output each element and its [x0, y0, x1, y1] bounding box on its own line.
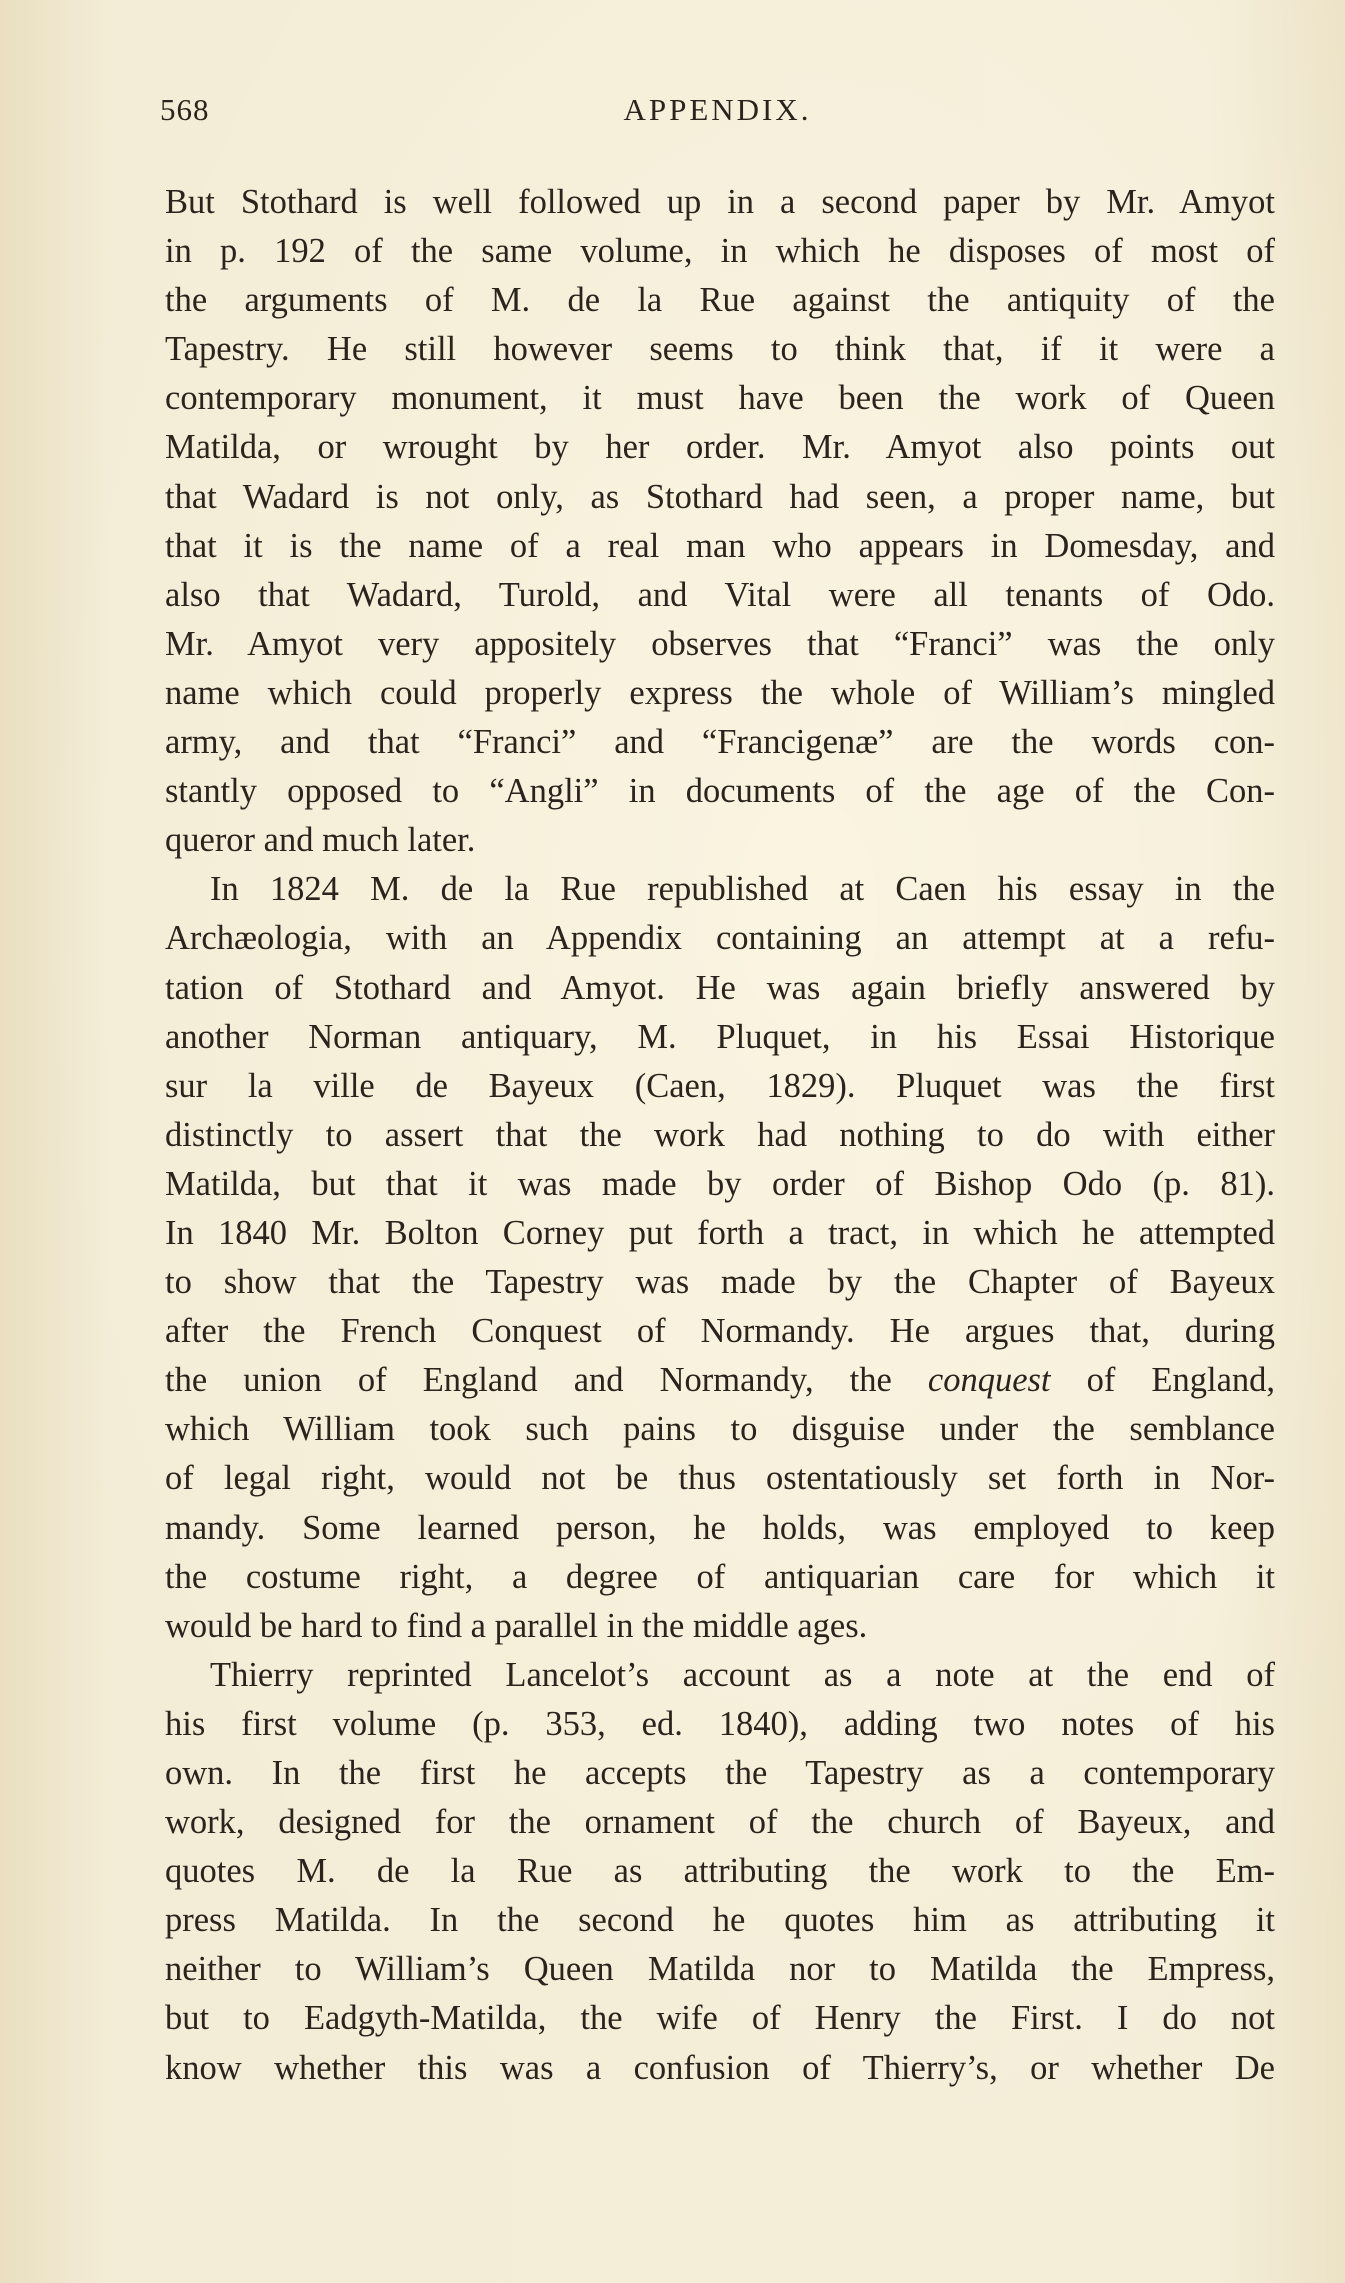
text-line: Matilda, or wrought by her order. Mr. Amyot also points out [165, 428, 1275, 467]
paragraph [165, 178, 1275, 865]
text-line: the arguments of M. de la Rue against the antiquity of the [165, 281, 1275, 320]
text-line: In 1840 Mr. Bolton Corney put forth a tract, in which he attempted [165, 1213, 1275, 1252]
text-line: distinctly to assert that the work had nothing to do with either [165, 1115, 1275, 1154]
text-line: which William took such pains to disguise under the semblance [165, 1410, 1275, 1449]
text-line: queror and much later. [165, 821, 476, 860]
text-segment: of England, [1086, 1361, 1276, 1400]
text-line: mandy. Some learned person, he holds, was employed to keep [165, 1508, 1275, 1547]
text-line: of legal right, would not be thus ostentatiously set forth in Nor- [165, 1459, 1275, 1498]
text-line: to show that the Tapestry was made by the Chapter of Bayeux [165, 1263, 1275, 1302]
text-line: but to Eadgyth-Matilda, the wife of Henry the First. I do not [165, 1999, 1275, 2038]
paragraph [165, 865, 1275, 1651]
text-line: also that Wadard, Turold, and Vital were all tenants of Odo. [165, 575, 1275, 614]
page-number: 568 [160, 92, 210, 127]
text-line: Matilda, but that it was made by order of Bishop Odo (p. 81). [165, 1164, 1275, 1203]
text-segment: the union of England and Normandy, the [165, 1361, 892, 1400]
text-line: But Stothard is well followed up in a second paper by Mr. Amyot [165, 183, 1275, 221]
running-head [160, 92, 1275, 142]
text-line: know whether this was a confusion of Thierry’s, or whether De [165, 2048, 1275, 2087]
text-line: after the French Conquest of Normandy. He argues that, during [165, 1312, 1275, 1351]
text-line [165, 1356, 1275, 1405]
text-line: name which could properly express the whole of William’s mingled [165, 673, 1275, 712]
body-text [165, 178, 1275, 2093]
text-line: stantly opposed to “Angli” in documents of the age of the Con- [165, 772, 1275, 811]
text-line: press Matilda. In the second he quotes him as attributing it [165, 1901, 1275, 1940]
text-line: would be hard to find a parallel in the middle ages. [165, 1606, 868, 1645]
text-line: quotes M. de la Rue as attributing the work to the Em- [165, 1852, 1275, 1891]
text-line: In 1824 M. de la Rue republished at Caen his essay in the [210, 870, 1275, 909]
text-line: army, and that “Franci” and “Francigenæ” are the words con- [165, 723, 1275, 762]
italic-text: conquest [927, 1361, 1051, 1400]
text-line: that it is the name of a real man who appears in Domesday, and [165, 526, 1275, 565]
text-line: Archæologia, with an Appendix containing an attempt at a refu- [165, 919, 1275, 958]
text-line: contemporary monument, it must have been the work of Queen [165, 379, 1275, 418]
text-line: his first volume (p. 353, ed. 1840), adding two notes of his [165, 1704, 1275, 1743]
text-line: tation of Stothard and Amyot. He was again briefly answered by [165, 968, 1275, 1007]
text-line: own. In the first he accepts the Tapestry as a contemporary [165, 1754, 1275, 1792]
paragraph [165, 1651, 1275, 2093]
text-line: work, designed for the ornament of the church of Bayeux, and [165, 1803, 1275, 1842]
text-line: another Norman antiquary, M. Pluquet, in his Essai Historique [165, 1017, 1275, 1056]
text-line: that Wadard is not only, as Stothard had seen, a proper name, but [165, 477, 1275, 516]
text-line: Tapestry. He still however seems to think that, if it were a [165, 330, 1275, 369]
text-line: Mr. Amyot very appositely observes that “Franci” was the only [165, 624, 1275, 663]
text-line: the costume right, a degree of antiquarian care for which it [165, 1557, 1275, 1596]
text-line: in p. 192 of the same volume, in which he disposes of most of [165, 232, 1275, 271]
text-line: Thierry reprinted Lancelot’s account as a note at the end of [210, 1655, 1275, 1694]
running-title: APPENDIX. [623, 92, 812, 127]
text-line: neither to William’s Queen Matilda nor to Matilda the Empress, [165, 1950, 1275, 1989]
text-line: sur la ville de Bayeux (Caen, 1829). Pluquet was the first [165, 1066, 1275, 1105]
